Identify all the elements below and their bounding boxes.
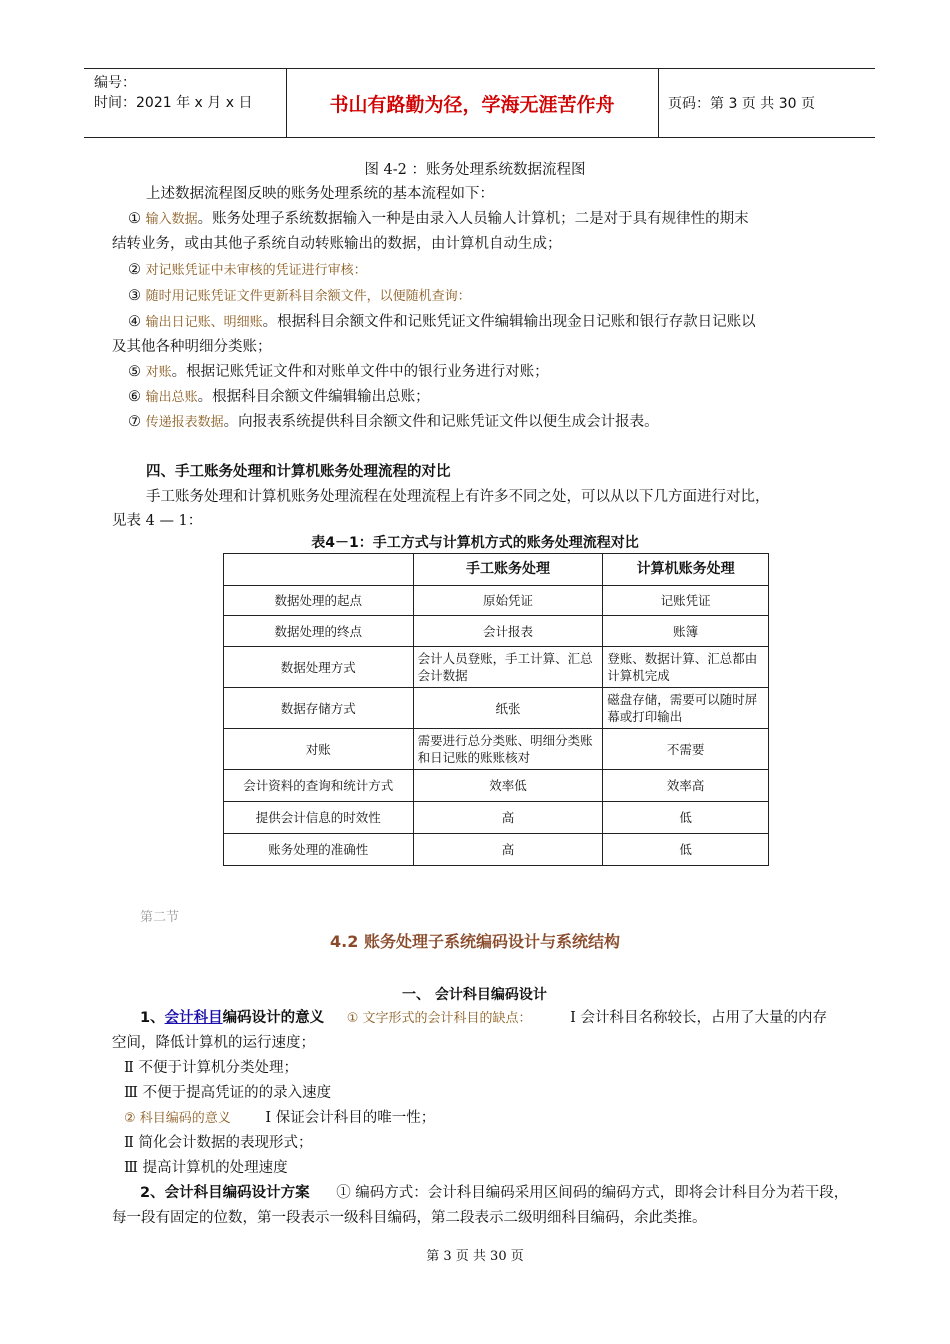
list-item: Ⅱ 不便于计算机分类处理； bbox=[124, 1060, 298, 1076]
list-item: Ⅱ 简化会计数据的表现形式； bbox=[124, 1135, 313, 1151]
header-cell bbox=[224, 554, 414, 586]
section-heading: 四、手工账务处理和计算机账务处理流程的对比 bbox=[146, 464, 451, 480]
step-3 bbox=[128, 284, 471, 309]
list-highlight: ② 科目编码的意义 bbox=[124, 1111, 231, 1126]
table-cell: 会计资料的查询和统计方式 bbox=[224, 770, 414, 802]
section-paragraph: 手工账务处理和计算机账务处理流程在处理流程上有许多不同之处，可以从以下几方面进行对比， bbox=[146, 489, 770, 505]
section-title: 4.2 账务处理子系统编码设计与系统结构 bbox=[330, 932, 620, 951]
list-text: Ⅰ 保证会计科目的唯一性； bbox=[265, 1110, 436, 1126]
table-cell: 记账凭证 bbox=[603, 586, 769, 616]
step-number: ① bbox=[128, 211, 141, 227]
table-cell: 不需要 bbox=[603, 729, 769, 770]
table-title: 表4－1：手工方式与计算机方式的账务处理流程对比 bbox=[311, 535, 639, 551]
intro-paragraph: 上述数据流程图反映的账务处理系统的基本流程如下： bbox=[146, 186, 494, 202]
table-cell: 高 bbox=[413, 802, 603, 834]
step-4-continued: 及其他各种明细分类账； bbox=[112, 339, 272, 355]
table-cell: 数据处理的起点 bbox=[224, 586, 414, 616]
step-1 bbox=[128, 207, 749, 232]
table-cell: 低 bbox=[603, 802, 769, 834]
step-1-continued: 结转业务，或由其他子系统自动转账输出的数据，由计算机自动生成； bbox=[112, 236, 562, 252]
table-cell: 效率高 bbox=[603, 770, 769, 802]
paragraph-highlight: ① 文字形式的会计科目的缺点： bbox=[346, 1011, 532, 1026]
number-label: 编号： bbox=[94, 75, 136, 91]
step-2 bbox=[128, 258, 367, 283]
list-item: Ⅲ 提高计算机的处理速度 bbox=[124, 1160, 288, 1176]
table-row bbox=[224, 616, 769, 647]
header-cell: 计算机账务处理 bbox=[603, 554, 769, 586]
step-highlight: 输出总账 bbox=[145, 390, 198, 405]
step-text: 。根据科目余额文件编辑输出总账； bbox=[197, 389, 430, 405]
subsection-heading: 一、 会计科目编码设计 bbox=[402, 987, 547, 1003]
step-text: 。向报表系统提供科目余额文件和记账凭证文件以便生成会计报表。 bbox=[223, 414, 659, 430]
paragraph-1-continued: 空间，降低计算机的运行速度； bbox=[112, 1035, 315, 1051]
step-number: ④ bbox=[128, 314, 141, 330]
paragraph-text: ① 编码方式：会计科目编码采用区间码的编码方式，即将会计科目分为若干段， bbox=[336, 1185, 849, 1201]
paragraph-1 bbox=[140, 1006, 827, 1031]
header-divider bbox=[658, 69, 659, 137]
paragraph-prefix: 1、 bbox=[140, 1010, 165, 1026]
table-row bbox=[224, 688, 769, 729]
paragraph-2 bbox=[140, 1181, 848, 1205]
page-header bbox=[84, 68, 875, 138]
table-cell: 数据处理的终点 bbox=[224, 616, 414, 647]
table-cell: 效率低 bbox=[413, 770, 603, 802]
paragraph-bold: 编码设计的意义 bbox=[222, 1010, 325, 1026]
step-number: ② bbox=[128, 262, 141, 278]
table-row bbox=[224, 586, 769, 616]
step-text: 。根据科目余额文件和记账凭证文件编辑输出现金日记账和银行存款日记账以 bbox=[262, 314, 756, 330]
step-number: ⑥ bbox=[128, 389, 141, 405]
section-paragraph-continued: 见表 4 — 1： bbox=[112, 513, 203, 529]
section-label: 第二节 bbox=[140, 910, 180, 925]
step-text: 。根据记账凭证文件和对账单文件中的银行业务进行对账； bbox=[171, 364, 549, 380]
time-label: 时间：2021 年 x 月 x 日 bbox=[94, 95, 253, 111]
step-7 bbox=[128, 410, 659, 435]
table-cell: 低 bbox=[603, 834, 769, 866]
table-cell: 数据处理方式 bbox=[224, 647, 414, 688]
step-number: ③ bbox=[128, 288, 141, 304]
comparison-table bbox=[223, 553, 769, 866]
paragraph-bold: 2、会计科目编码设计方案 bbox=[140, 1185, 310, 1201]
step-text: 。账务处理子系统数据输入一种是由录入人员输人计算机；二是对于具有规律性的期末 bbox=[197, 211, 749, 227]
step-6 bbox=[128, 385, 430, 410]
step-number: ⑤ bbox=[128, 364, 141, 380]
table-cell: 纸张 bbox=[413, 688, 603, 729]
table-cell: 数据存储方式 bbox=[224, 688, 414, 729]
step-number: ⑦ bbox=[128, 414, 141, 430]
table-cell: 提供会计信息的时效性 bbox=[224, 802, 414, 834]
step-highlight: 传递报表数据 bbox=[145, 415, 224, 430]
step-highlight: 对账 bbox=[145, 365, 172, 380]
table-cell: 原始凭证 bbox=[413, 586, 603, 616]
table-row bbox=[224, 834, 769, 866]
table-row bbox=[224, 729, 769, 770]
list-item bbox=[124, 1106, 435, 1131]
step-highlight: 输入数据 bbox=[145, 212, 198, 227]
table-cell: 对账 bbox=[224, 729, 414, 770]
list-item: Ⅲ 不便于提高凭证的的录入速度 bbox=[124, 1085, 332, 1101]
header-page-label: 页码：第 3 页 共 30 页 bbox=[668, 96, 815, 112]
header-meta bbox=[94, 73, 252, 113]
figure-caption: 图 4-2 ：账务处理系统数据流程图 bbox=[364, 162, 586, 178]
page-footer: 第 3 页 共 30 页 bbox=[426, 1249, 524, 1264]
step-highlight: 对记账凭证中未审核的凭证进行审核： bbox=[145, 263, 367, 278]
subject-link[interactable]: 会计科目 bbox=[164, 1010, 223, 1026]
paragraph-2-continued: 每一段有固定的位数，第一段表示一级科目编码，第二段表示二级明细科目编码，余此类推。 bbox=[112, 1210, 707, 1226]
header-cell: 手工账务处理 bbox=[413, 554, 603, 586]
table-cell: 登账、数据计算、汇总都由计算机完成 bbox=[603, 647, 769, 688]
step-highlight: 输出日记账、明细账 bbox=[145, 315, 263, 330]
table-row bbox=[224, 647, 769, 688]
table-cell: 高 bbox=[413, 834, 603, 866]
table-row bbox=[224, 770, 769, 802]
table-cell: 需要进行总分类账、明细分类账和日记账的账账核对 bbox=[413, 729, 603, 770]
table-cell: 会计报表 bbox=[413, 616, 603, 647]
step-highlight: 随时用记账凭证文件更新科目余额文件，以便随机查询： bbox=[145, 289, 471, 304]
table-row bbox=[224, 802, 769, 834]
table-header-row bbox=[224, 554, 769, 586]
table-cell: 磁盘存储，需要可以随时屏幕或打印输出 bbox=[603, 688, 769, 729]
step-4 bbox=[128, 310, 756, 335]
table-cell: 会计人员登账，手工计算、汇总会计数据 bbox=[413, 647, 603, 688]
header-motto: 书山有路勤为径，学海无涯苦作舟 bbox=[329, 93, 615, 116]
table-cell: 账务处理的准确性 bbox=[224, 834, 414, 866]
paragraph-text: Ⅰ 会计科目名称较长，占用了大量的内存 bbox=[570, 1010, 827, 1026]
table-cell: 账簿 bbox=[603, 616, 769, 647]
step-5 bbox=[128, 360, 549, 385]
